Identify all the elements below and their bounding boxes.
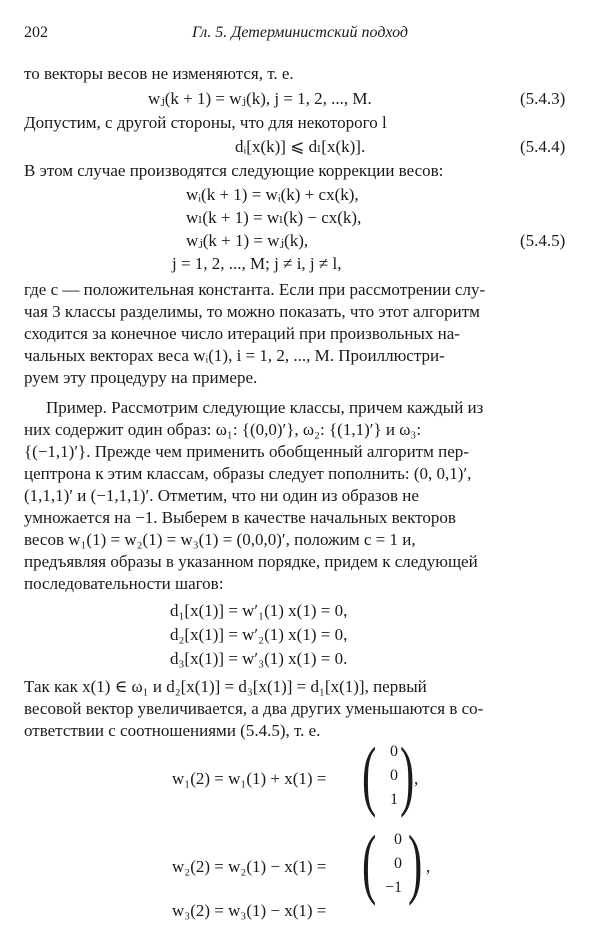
equation-w3: w₃(2) = w₃(1) − x(1) = — [172, 901, 327, 920]
equation-w2: w₂(2) = w₂(1) − x(1) = — [172, 857, 327, 876]
equation-punct: , — [414, 769, 419, 788]
page-number: 202 — [24, 24, 48, 41]
left-paren: ( — [362, 731, 377, 818]
text-line: {(−1,1)′}. Прежде чем применить обобщенный алгоритм пер- — [24, 442, 469, 461]
equation-5-4-5-line-4: j = 1, 2, ..., M; j ≠ i, j ≠ l, — [172, 254, 342, 273]
vector-entry: −1 — [384, 879, 402, 896]
text-line: Пример. Рассмотрим следующие классы, причем каждый из — [46, 398, 484, 417]
equation-d2: d₂[x(1)] = w′₂(1) x(1) = 0, — [170, 625, 348, 644]
equation-5-4-5-line-3: wⱼ(k + 1) = wⱼ(k), — [186, 231, 309, 250]
text-line: где c — положительная константа. Если при рассмотрении слу- — [24, 280, 486, 299]
equation-d1: d₁[x(1)] = w′₁(1) x(1) = 0, — [170, 601, 348, 620]
text-line: то векторы весов не изменяются, т. е. — [24, 64, 294, 83]
running-title: Гл. 5. Детерминистский подход — [192, 24, 409, 41]
left-paren: ( — [362, 819, 377, 906]
text-line: сходится за конечное число итераций при произвольных на- — [24, 324, 460, 343]
text-line: (1,1,1)′ и (−1,1,1)′. Отметим, что ни один из образов не — [24, 486, 419, 505]
vector-w2 — [362, 819, 423, 908]
equation-number: (5.4.5) — [520, 231, 566, 250]
vector-entry: 0 — [394, 831, 402, 848]
text-line: весовой вектор увеличивается, а два других уменьшаются в со- — [24, 699, 484, 718]
equation-5-4-5-line-1: wᵢ(k + 1) = wᵢ(k) + cx(k), — [186, 185, 359, 204]
vector-entry: 0 — [390, 743, 398, 760]
text-line: Допустим, с другой стороны, что для некоторого l — [24, 113, 387, 132]
right-paren: ) — [408, 819, 423, 906]
equation-number: (5.4.3) — [520, 89, 566, 108]
equation-5-4-4: dᵢ[x(k)] ⩽ dₗ[x(k)]. — [235, 137, 366, 156]
equation-punct: , — [426, 857, 431, 876]
text-line: предъявляя образы в указанном порядке, придем к следующей — [24, 552, 478, 571]
text-line: весов w₁(1) = w₂(1) = w₃(1) = (0,0,0)′, положим c = 1 и, — [24, 530, 416, 549]
equation-w1: w₁(2) = w₁(1) + x(1) = — [172, 769, 327, 788]
vector-entry: 1 — [390, 791, 398, 808]
right-paren: ) — [400, 731, 415, 818]
text-line: В этом случае производятся следующие коррекции весов: — [24, 161, 444, 180]
text-line: последовательности шагов: — [24, 574, 224, 593]
text-line: чая 3 классы разделимы, то можно показать, что этот алгоритм — [24, 302, 480, 321]
text-line: чальных векторах веса wᵢ(1), i = 1, 2, ..., M. Проиллюстри- — [24, 346, 445, 365]
equation-number: (5.4.4) — [520, 137, 566, 156]
equation-5-4-3: wⱼ(k + 1) = wⱼ(k), j = 1, 2, ..., M. — [148, 89, 372, 108]
text-line: них содержит один образ: ω₁: {(0,0)′}, ω₂: {(1,1)′} и ω₃: — [24, 420, 422, 439]
text-line: руем эту процедуру на примере. — [24, 368, 258, 387]
vector-w1 — [362, 731, 415, 820]
text-line: ответствии с соотношениями (5.4.5), т. е. — [24, 721, 321, 740]
text-line: цептрона к этим классам, образы следует пополнить: (0, 0,1)′, — [24, 464, 472, 483]
vector-entry: 0 — [390, 767, 398, 784]
text-line: умножается на −1. Выберем в качестве начальных векторов — [24, 508, 456, 527]
equation-d3: d₃[x(1)] = w′₃(1) x(1) = 0. — [170, 649, 348, 668]
vector-entry: 0 — [394, 855, 402, 872]
equation-5-4-5-line-2: wₗ(k + 1) = wₗ(k) − cx(k), — [186, 208, 362, 227]
text-line: Так как x(1) ∈ ω₁ и d₂[x(1)] = d₃[x(1)] = d₁[x(1)], первый — [24, 677, 427, 696]
